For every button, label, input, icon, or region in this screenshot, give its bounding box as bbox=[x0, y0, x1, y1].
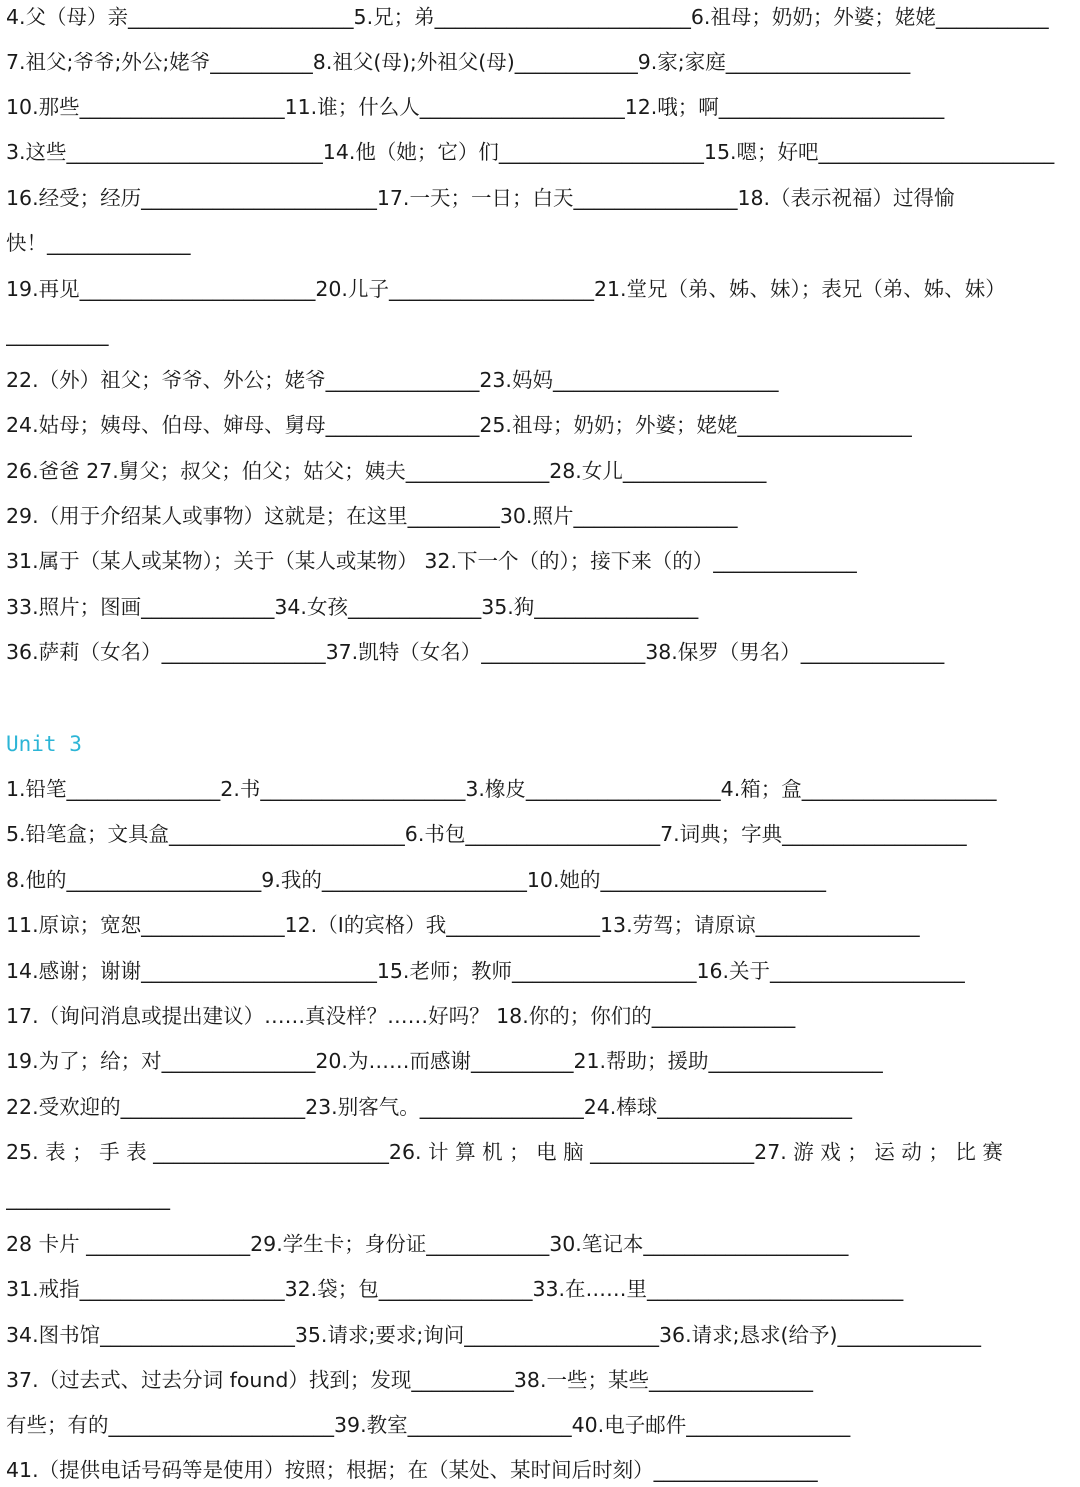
vocab-line: 26.爸爸 27.舅父；叔父；伯父；姑父；姨夫______________28.女儿______________ bbox=[6, 459, 767, 483]
vocab-line: 37.（过去式、过去分词 found）找到；发现__________38.一些；某些________________ bbox=[6, 1368, 813, 1392]
vocab-line: __________ bbox=[6, 322, 109, 346]
vocab-line: 22.（外）祖父；爷爷、外公；姥爷_______________23.妈妈______________________ bbox=[6, 368, 779, 392]
vocab-line: 快！______________ bbox=[6, 231, 191, 255]
vocab-line: 10.那些____________________11.谁；什么人____________________12.哦；啊______________________ bbox=[6, 95, 945, 119]
vocab-line: 29.（用于介绍某人或事物）这就是；在这里_________30.照片________________ bbox=[6, 504, 738, 528]
vocab-line: 3.这些_________________________14.他（她；它）们____________________15.嗯；好吧_______________________ bbox=[6, 140, 1055, 164]
vocab-line: ________________ bbox=[6, 1186, 170, 1210]
vocab-line: 4.父（母）亲______________________5.兄；弟_________________________6.祖母；奶奶；外婆；姥姥___________ bbox=[6, 5, 1049, 29]
vocab-line: 16.经受；经历_______________________17.一天；一日；白天________________18.（表示祝福）过得愉 bbox=[6, 186, 955, 210]
vocab-line: 19.为了；给；对_______________20.为……而感谢__________21.帮助；援助_________________ bbox=[6, 1049, 883, 1073]
vocab-line: 33.照片；图画_____________34.女孩_____________35.狗________________ bbox=[6, 595, 699, 619]
vocab-line: 17.（询问消息或提出建议）……真没样？……好吗？ 18.你的；你们的______________ bbox=[6, 1004, 796, 1028]
vocab-line: 22.受欢迎的__________________23.别客气。________________24.棒球___________________ bbox=[6, 1095, 853, 1119]
vocab-line: 31.戒指____________________32.袋；包_______________33.在……里_________________________ bbox=[6, 1277, 904, 1301]
vocab-line: 11.原谅；宽恕______________12.（I的宾格）我_______________13.劳驾；请原谅________________ bbox=[6, 913, 920, 937]
vocab-line: 1.铅笔_______________2.书____________________3.橡皮___________________4.箱；盒___________________ bbox=[6, 777, 997, 801]
vocab-line: 34.图书馆___________________35.请求;要求;询问___________________36.请求;恳求(给予)______________ bbox=[6, 1323, 982, 1347]
vocab-line: 有些；有的______________________39.教室________________40.电子邮件________________ bbox=[6, 1413, 851, 1437]
unit-3-heading: Unit 3 bbox=[6, 732, 82, 756]
vocab-line: 31.属于（某人或某物）；关于（某人或某物） 32.下一个（的）；接下来（的）______________ bbox=[6, 549, 857, 573]
vocab-line: 36.萨莉（女名）________________37.凯特（女名）________________38.保罗（男名）______________ bbox=[6, 640, 945, 664]
vocab-line: 7.祖父;爷爷;外公;姥爷__________8.祖父(母);外祖父(母)____________9.家;家庭__________________ bbox=[6, 50, 911, 74]
vocab-line: 8.他的___________________9.我的____________________10.她的______________________ bbox=[6, 868, 826, 892]
vocab-line: 14.感谢；谢谢_______________________15.老师；教师__________________16.关于___________________ bbox=[6, 959, 965, 983]
vocab-line: 41.（提供电话号码等是使用）按照；根据；在（某处、某时间后时刻）________________ bbox=[6, 1458, 818, 1482]
vocab-line: 19.再见_______________________20.儿子____________________21.堂兄（弟、姊、妹）；表兄（弟、姊、妹） bbox=[6, 277, 1006, 301]
vocab-line: 28 卡片 ________________29.学生卡；身份证____________30.笔记本____________________ bbox=[6, 1232, 849, 1256]
vocab-line: 5.铅笔盒；文具盒_______________________6.书包___________________7.词典；字典__________________ bbox=[6, 822, 967, 846]
vocab-line: 25. 表 ； 手 表 _______________________26. 计 算 机 ； 电 脑 ________________27. 游 戏 ； 运 动 ； 比 赛 bbox=[6, 1140, 1003, 1164]
vocab-line: 24.姑母；姨母、伯母、婶母、舅母_______________25.祖母；奶奶；外婆；姥姥_________________ bbox=[6, 413, 912, 437]
